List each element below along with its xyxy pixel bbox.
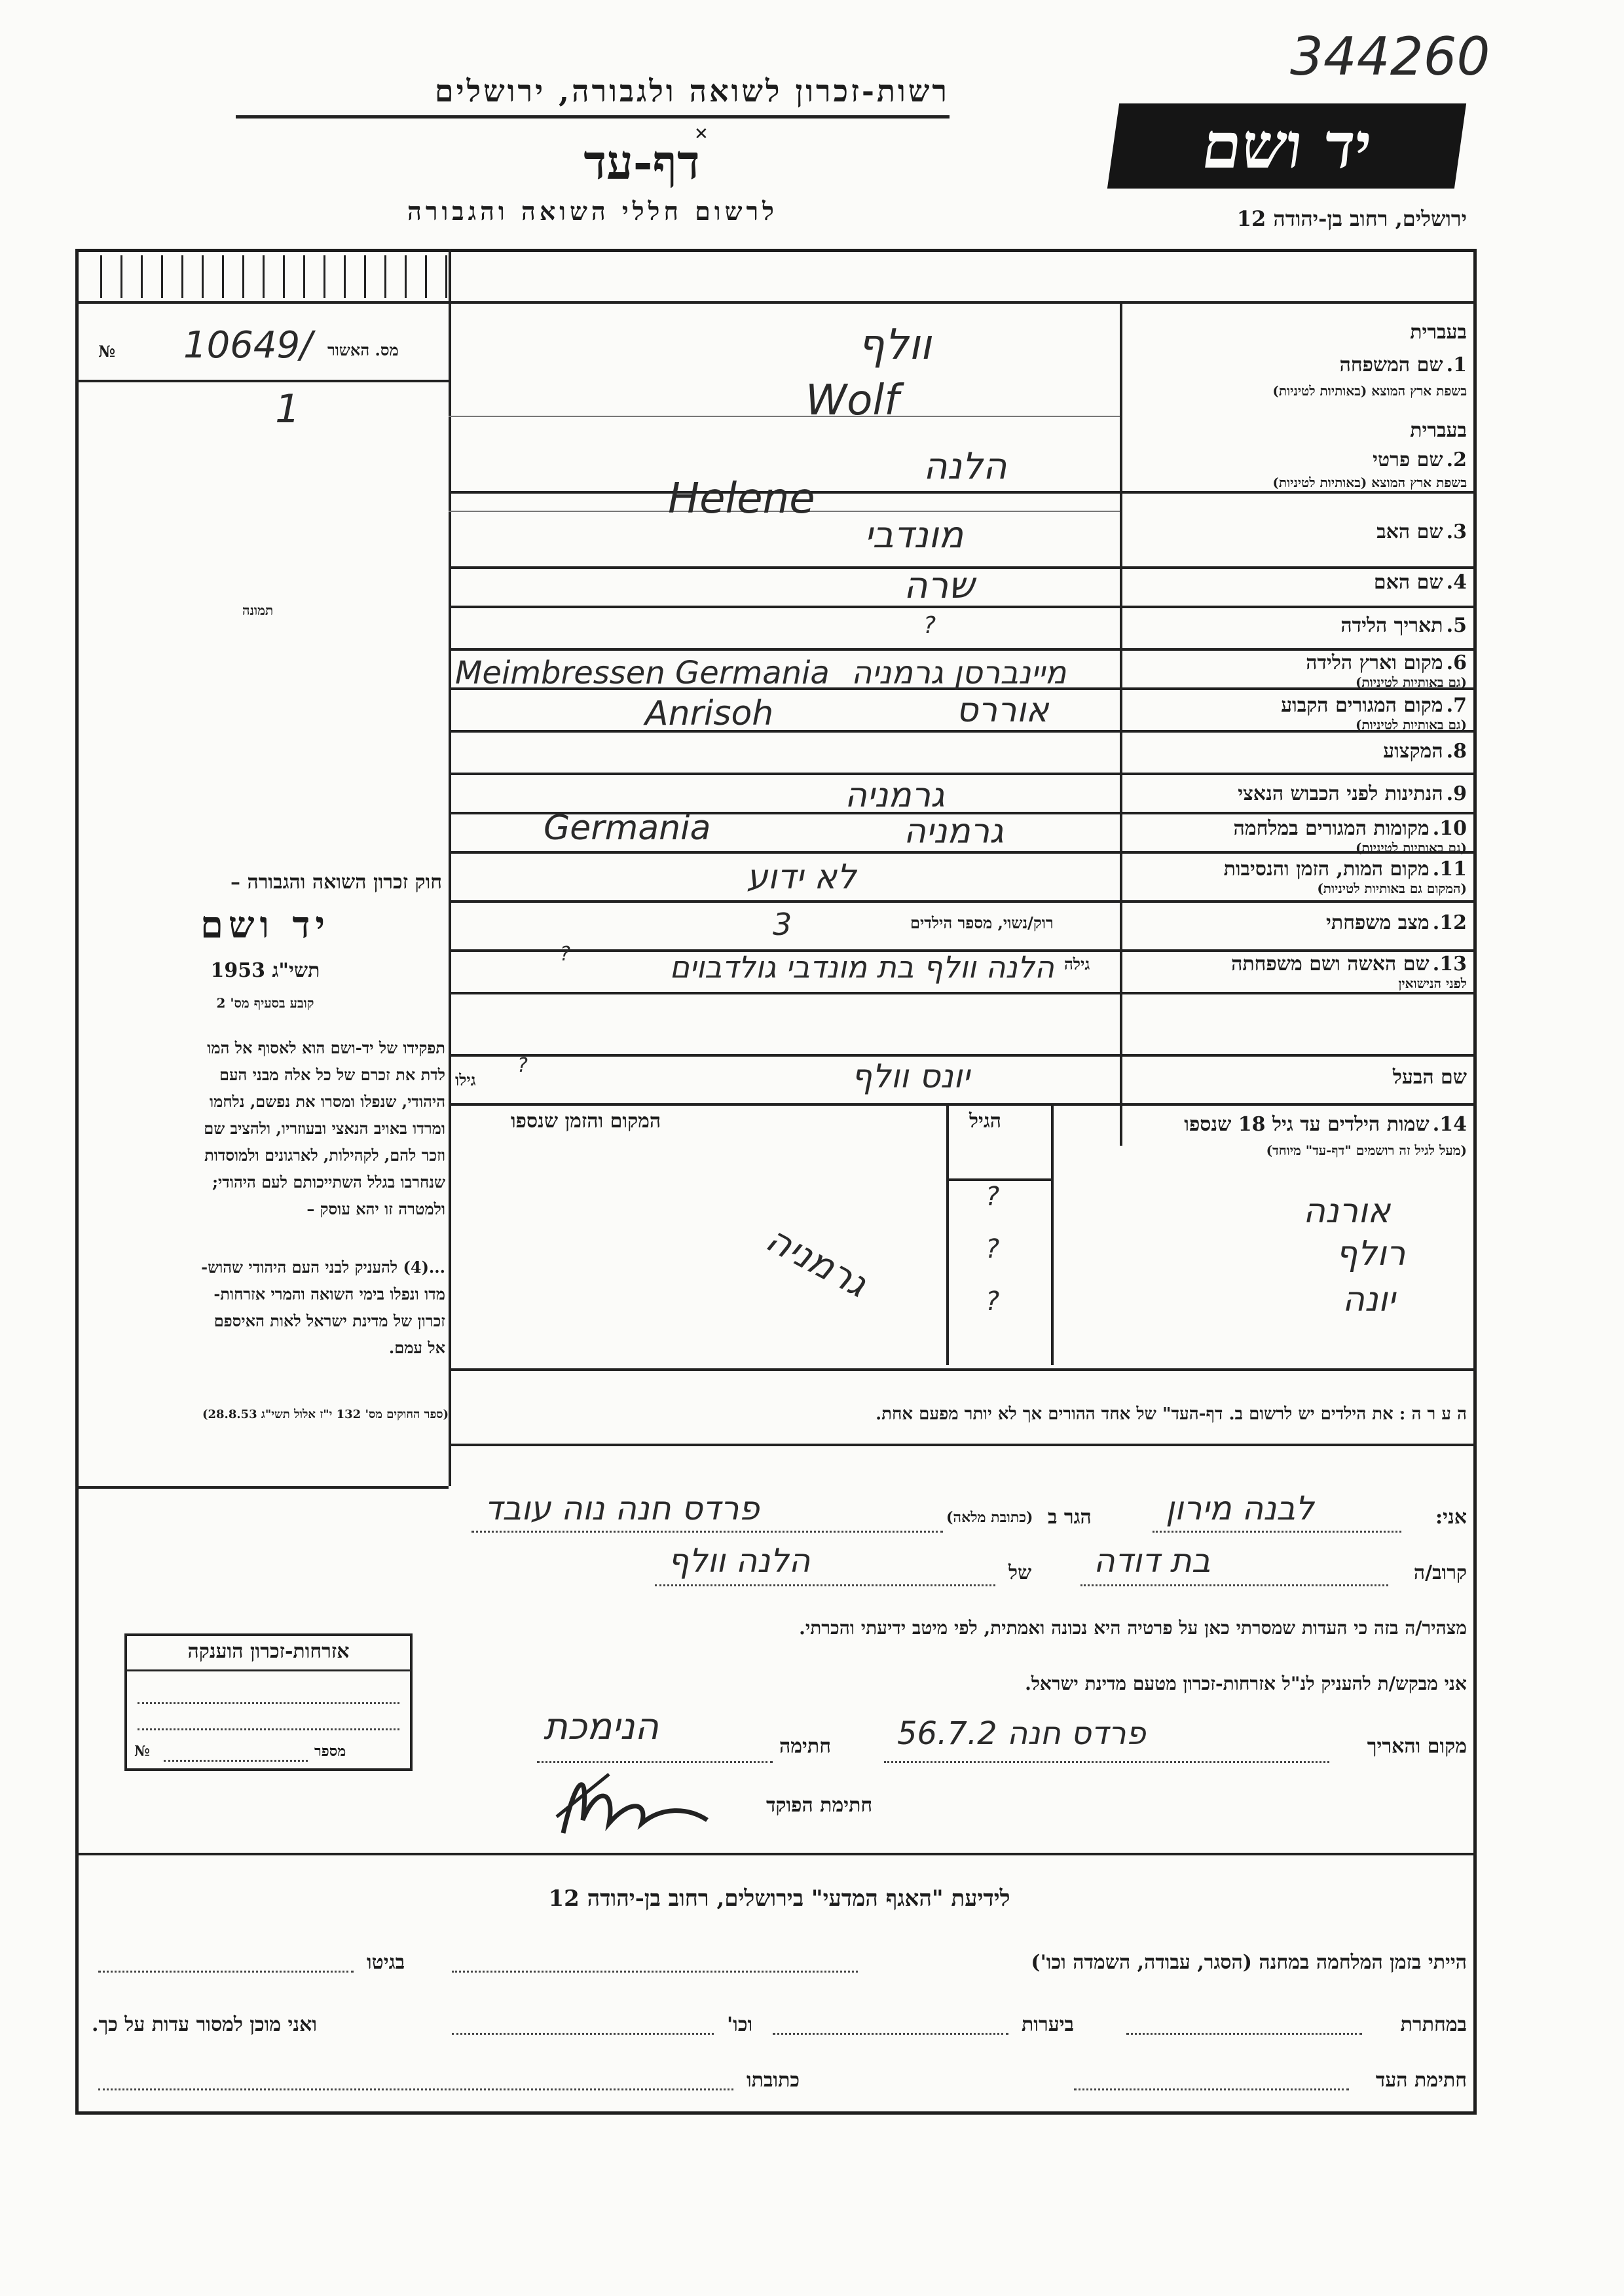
witness-of-label: של [1008, 1561, 1032, 1584]
field-11-label [1224, 858, 1467, 881]
first-name-latin[interactable]: Helene [668, 475, 815, 523]
underground-label: במחתרת [1400, 2013, 1467, 2036]
field-num: 2. [1446, 448, 1467, 471]
field-label: המקצוע [1383, 740, 1443, 763]
witness-address[interactable]: פרדס חנה נוה עובד [485, 1489, 760, 1527]
field-num: 5. [1446, 614, 1467, 637]
wartime-residence-hebrew[interactable]: גרמניה [904, 812, 1004, 851]
field-9-label [1238, 782, 1467, 805]
row-line [449, 730, 1477, 733]
field-13-sub: גילה [1064, 955, 1090, 974]
field-label: מקומות המגורים במלחמה [1233, 817, 1430, 840]
field-8-label [1383, 740, 1467, 763]
signature-label: חתימה [779, 1735, 831, 1758]
field-10-label [1234, 817, 1467, 840]
field-label: מקום וארץ הלידה [1306, 651, 1443, 674]
field-label: תאריך הלידה [1340, 614, 1443, 637]
reg-label: מס. האשור [327, 340, 399, 359]
mother-name[interactable]: שרה [904, 564, 974, 607]
field-6-label [1306, 651, 1467, 674]
law-text-2 [82, 1254, 445, 1361]
field-13-hint: לפני הנישואין [1398, 975, 1467, 991]
field-13-label [1231, 953, 1467, 975]
field-label: שם המשפחה [1339, 354, 1443, 376]
photo-label: תמונה [242, 602, 274, 618]
law-title: חוק זכרון השואה והגבורה – [231, 871, 442, 894]
field-num: 14. [1432, 1113, 1467, 1136]
law-line: היהודי, שנפלו ומסרו את נפשם, נלחמו [209, 1092, 445, 1111]
address-label: כתובתו [747, 2069, 800, 2092]
field-7-label [1281, 694, 1467, 717]
field-12-sub: רוק/נשוי, מספר הילדים [910, 913, 1054, 932]
field-1-tag: בעברית [1410, 321, 1467, 344]
witness-signature[interactable]: הנימכת [544, 1705, 659, 1748]
field-6-hint: (גם באותיות לטיניות) [1355, 674, 1467, 690]
left-column-divider [449, 249, 451, 1486]
children-header [1184, 1113, 1467, 1136]
camp-label: הייתי בזמן המלחמה במחנה (הסגר, עבודה, השמדה וכו') [1031, 1951, 1467, 1974]
field-7-hint: (גם באותיות לטיניות) [1355, 717, 1467, 733]
reg-no-sign: № [98, 342, 116, 361]
field-num: 6. [1446, 651, 1467, 674]
wife-name[interactable]: הלנה וולף בת מונדבי גולדבוים [669, 949, 1054, 985]
field-2-hint: בשפת ארץ המוצא (באותיות לטיניות) [1272, 475, 1467, 490]
cert-box-title: אזרחות-זכרון הוענקה [187, 1640, 350, 1663]
place-date-label: מקום והאריך [1367, 1735, 1467, 1758]
law-line: לדת את זכרם של כל אלה מבני העם [219, 1065, 445, 1084]
law-year: תשי"ג 1953 [210, 959, 320, 982]
husband-name[interactable]: יונס וולף [851, 1057, 970, 1095]
forests-label: ביערות [1022, 2013, 1075, 2036]
field-1-hint: בשפת ארץ המוצא (באותיות לטיניות) [1272, 383, 1467, 399]
law-citation: (ספר החוקים מס' 132 י"ז אלול תשי"ג 28.8.53) [202, 1408, 449, 1421]
law-name: יד ושם [200, 903, 331, 947]
star-mark-icon: ✕ [694, 124, 709, 144]
reg-row-line [75, 380, 449, 382]
institution-address: ירושלים, רחוב בן-יהודה 12 [1236, 206, 1467, 231]
reg-number-suffix: 1 [275, 386, 301, 432]
field-11-hint: (המקום גם באותיות לטיניות) [1317, 881, 1467, 896]
children-count[interactable]: 3 [773, 907, 792, 942]
law-line: ולמטרה זו יהא עוסק – [306, 1199, 445, 1218]
dotted-line [884, 1761, 1329, 1763]
archive-number: 344260 [1290, 26, 1490, 87]
father-name[interactable]: מונדבי [864, 514, 964, 556]
field-label: שמות הילדים עד גיל 18 שנספו [1184, 1113, 1430, 1136]
field-5-label [1340, 614, 1467, 637]
field-num: 1. [1446, 354, 1467, 376]
law-line: שנחרבו בגלל השתייכותם לעם היהודי; [212, 1173, 445, 1192]
dotted-line [452, 2033, 714, 2035]
child-age[interactable]: ? [986, 1182, 1000, 1212]
bottom-title: לידיעת "האגף המדעי" בירושלים, רחוב בן-יהודה 12 [548, 1886, 1010, 1912]
birth-place-hebrew[interactable]: מיינברסן גרמניה [851, 655, 1067, 691]
witness-sig-label: חתימת העד [1375, 2069, 1467, 2092]
dotted-line [98, 1971, 354, 1973]
field-num: 7. [1446, 694, 1467, 717]
field-num: 8. [1446, 740, 1467, 763]
place-date-value[interactable]: פרדס חנה 56.7.2 [897, 1715, 1146, 1752]
dotted-line [1080, 1584, 1388, 1586]
field-1-label [1340, 354, 1467, 376]
children-death-place[interactable]: גרמניה [759, 1218, 875, 1306]
note-bottom-line [449, 1444, 1477, 1446]
field-label: שם האשה ושם משפחתה [1231, 953, 1430, 975]
field-num: 4. [1446, 571, 1467, 594]
residence-hebrew[interactable]: אוררס [956, 691, 1049, 730]
children-col-line [1051, 1103, 1054, 1365]
age-header-line [946, 1178, 1051, 1181]
row-line [449, 1054, 1477, 1057]
field-num: 10. [1432, 817, 1467, 840]
law-line: אל עמם. [388, 1338, 445, 1357]
witness-i-label: אני: [1435, 1506, 1467, 1529]
dotted-line [1153, 1531, 1401, 1533]
law-line: תפקידו של יד-ושם הוא לאסוף אל המו [207, 1038, 445, 1057]
yad-vashem-logo: יד ושם [1107, 103, 1466, 189]
row-line [449, 416, 1120, 417]
law-line: וזכר להם, לקהילות, לארגונים ולמוסדות [204, 1146, 445, 1165]
husband-label [1393, 1066, 1467, 1089]
field-4-label [1374, 571, 1467, 594]
field-label: שם פרטי [1373, 448, 1443, 471]
reg-number: 10649/ [183, 324, 313, 367]
organization-title: רשות-זכרון לשואה ולגבורה, ירושלים [434, 73, 950, 109]
law-text [82, 1034, 445, 1222]
field-num: 9. [1446, 782, 1467, 805]
top-band-line [75, 301, 1477, 304]
witness-relative-label: קרוב/ה [1413, 1561, 1467, 1584]
form-subtitle: לרשום חללי השואה והגבורה [407, 196, 778, 226]
field-3-label [1376, 520, 1467, 543]
children-col-place: המקום והזמן שנספו [511, 1110, 661, 1133]
field-label: שם הבעל [1392, 1066, 1467, 1089]
husband-sub: גילו [455, 1070, 476, 1089]
residence-latin[interactable]: Anrisoh [645, 694, 774, 733]
field-2-tag: בעברית [1410, 419, 1467, 442]
dotted-line [471, 1531, 943, 1533]
dotted-line [164, 1760, 308, 1762]
family-name-hebrew[interactable]: וולף [858, 321, 932, 369]
dotted-line [655, 1584, 995, 1586]
birth-date[interactable]: ? [923, 612, 936, 639]
children-col-line [946, 1103, 949, 1365]
etc-label: וכו' [727, 2013, 753, 2036]
field-num: 12. [1432, 911, 1467, 934]
officer-signature [537, 1761, 733, 1846]
declaration-text: מצהיר/ה בזה כי העדות שמסרתי כאן על פרטיה היא נכונה ואמתית, לפי מיטב ידיעתי והכרתי. [799, 1617, 1467, 1639]
first-name-hebrew[interactable]: הלנה [923, 445, 1007, 488]
children-header-hint: (מעל לגיל זה רושמים "דף-עד" מיוחד) [1266, 1142, 1467, 1158]
officer-signature-label: חתימת הפוקד [766, 1794, 873, 1817]
row-line [449, 992, 1477, 994]
death-circumstances[interactable]: לא ידוע [747, 858, 857, 897]
cert-box-line [124, 1669, 413, 1671]
child-name[interactable]: אורנה [1303, 1192, 1391, 1231]
title-underline [236, 115, 950, 118]
child-age[interactable]: ? [986, 1286, 1000, 1317]
witness-name[interactable]: לבנה מירון [1166, 1489, 1314, 1527]
field-label: מצב משפחתי [1326, 911, 1430, 934]
cert-no-sign: № [134, 1743, 150, 1760]
husband-age[interactable]: ? [517, 1054, 528, 1077]
children-note: ה ע ר ה : את הילדים יש לרשום ב. דף-העד" של אחד ההורים אך לא יותר מפעם אחת. [876, 1404, 1467, 1424]
witness-resides-label: הגר ב [1048, 1506, 1092, 1529]
field-10-hint: (גם באותיות לטיניות) [1355, 840, 1467, 856]
field-num: 3. [1446, 520, 1467, 543]
willing-testify-label: ואני מוכן למסור עדות על כך. [92, 2013, 318, 2036]
dotted-line [138, 1702, 399, 1704]
dotted-line [452, 1971, 858, 1973]
left-column-bottom [75, 1486, 449, 1489]
child-name[interactable]: רולף [1336, 1234, 1406, 1273]
wartime-residence-latin[interactable]: Germania [544, 809, 711, 848]
field-2-label [1373, 448, 1467, 471]
dotted-line [98, 2088, 733, 2090]
cert-number-label: מספר [314, 1743, 346, 1760]
nationality[interactable]: גרמניה [845, 776, 945, 815]
birth-place-latin[interactable]: Meimbressen Germania [455, 655, 830, 691]
field-label: מקום המות, הזמן והנסיבות [1223, 858, 1430, 881]
witness-relation[interactable]: בת דודה [1094, 1542, 1211, 1580]
dotted-line [138, 1728, 399, 1730]
victim-name-ref[interactable]: הלנה וולף [668, 1542, 811, 1580]
law-section: קובע בסעיף מס' 2 [216, 995, 314, 1011]
family-name-latin[interactable]: Wolf [805, 376, 899, 425]
row-line [449, 1103, 1477, 1106]
dotted-line [773, 2033, 1008, 2035]
child-name[interactable]: יונה [1342, 1280, 1395, 1319]
ghetto-label: בגיטו [367, 1951, 405, 1974]
law-line: ...(4) להעניק לבני העם היהודי שהוש- [201, 1258, 445, 1277]
law-line: מדו ונפלו בימי השואה והמרי אזרחות- [213, 1285, 445, 1303]
field-num: 13. [1432, 953, 1467, 975]
request-text: אני מבקש/ת להעניק לנ"ל אזרחות-זכרון מטעם מדינת ישראל. [1025, 1673, 1467, 1694]
field-num: 11. [1432, 858, 1467, 881]
law-line: זכרון של מדינת ישראל לאות האיספם [213, 1311, 445, 1330]
label-column-divider [1120, 301, 1122, 1146]
bottom-section-line [75, 1853, 1477, 1855]
field-label: שם האם [1373, 571, 1443, 594]
row-line [449, 491, 1477, 494]
wife-age[interactable]: ? [560, 943, 570, 966]
field-label: שם האב [1376, 520, 1443, 543]
children-col-age: הגיל [969, 1110, 1002, 1133]
law-line: ומרדו באויב הנאצי ובעוזריו, ולהציב שם [204, 1119, 445, 1138]
field-label: הנתינות לפני הכבוש הנאצי [1238, 782, 1443, 805]
form-title: דף-עד [583, 134, 700, 190]
row-line [449, 851, 1477, 854]
field-label: מקום המגורים הקבוע [1281, 694, 1443, 717]
children-bottom-line [449, 1368, 1477, 1371]
row-line [449, 773, 1477, 775]
hatch-band [82, 255, 449, 298]
child-age[interactable]: ? [986, 1234, 1000, 1264]
dotted-line [1126, 2033, 1362, 2035]
field-12-label [1326, 911, 1467, 934]
row-line [449, 648, 1477, 651]
row-line [449, 900, 1477, 903]
dotted-line [1074, 2088, 1349, 2090]
witness-resides-hint: (כתובת מלאה) [946, 1509, 1033, 1526]
